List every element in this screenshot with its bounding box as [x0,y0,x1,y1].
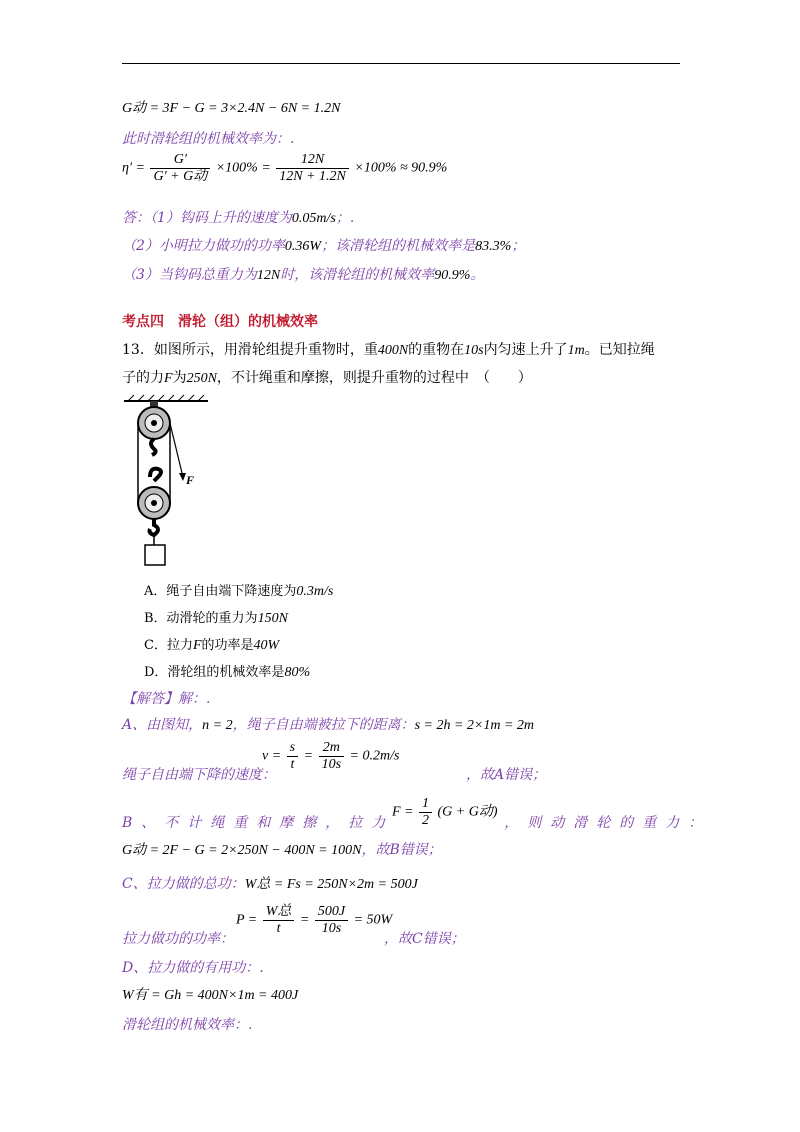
option-a [144,583,333,601]
sol-a-prefix: A、由图知， [122,717,203,733]
answer-2 [122,237,525,256]
ans2-value-2: 83.3% [475,239,512,254]
movable-pulley [138,469,170,535]
weight-block [145,535,165,565]
sol-a-v-f2d: 10s [321,757,342,772]
question-line-1 [122,341,655,360]
option-b-value: 150N [257,611,288,626]
solution-d-line-3: 滑轮组的机械效率：. [122,1017,253,1033]
eq-g-moving: G动 = 3F − G = 3×2.4N − 6N = 1.2N [122,101,341,116]
solution-a-line-1 [122,716,534,735]
q2-text-a: 子的力 [122,370,164,386]
solution-c-line-2 [122,930,465,948]
fixed-pulley [138,401,170,455]
eta-rhs: ×100% ≈ 90.9% [354,160,448,176]
section-title: 考点四 滑轮（组）的机械效率 [122,314,318,330]
sol-c-p-f2d: 10s [321,921,342,936]
ans3-value-1: 12N [256,268,281,283]
sol-b-fd: 2 [422,813,429,828]
ans2-value-1: 0.36W [284,239,322,254]
solution-a-line-2 [122,766,546,784]
ans3-prefix: （3）当钩码总重力为 [122,267,257,283]
ans1-value: 0.05m/s [291,211,336,226]
sol-c-p-f1n: W总 [263,904,295,921]
sol-c2-suffix: ，故C错误； [384,931,465,947]
solution-c-line-1 [122,875,418,894]
option-c-key: C．拉力 [144,638,193,653]
eta-frac1-den: G′ + G动 [153,169,208,184]
q-time: 10s [464,343,484,358]
sol-c-p-rhs: = 50W [353,912,393,928]
sol-a2-prefix: 绳子自由端下降的速度： [122,767,276,783]
sol-b-eq: G动 = 2F − G = 2×250N − 400N = 100N [122,843,362,858]
option-d-key: D．滑轮组的机械效率是 [144,665,285,680]
sol-a-v-f1d: t [290,757,295,772]
eta-frac1 [150,152,210,185]
answer-3 [122,266,484,285]
q-height: 1m [567,343,585,358]
q2-text-b: 为 [172,370,187,386]
sol-a-v-f1n: s [287,740,298,757]
sol-a-v-f2n: 2m [319,740,344,757]
ans1-prefix: 答：（1）钩码上升的速度为 [122,210,292,226]
eta-frac1-num: G′ [150,152,210,169]
option-d-value: 80% [284,665,311,680]
sol-b-eq-suffix: ，故B错误； [361,842,442,858]
option-a-value: 0.3m/s [296,584,334,599]
sol-b-prefix: B、不计绳重和摩擦，拉力 [122,815,395,831]
sol-b-f-rhs: (G + G动) [437,804,498,820]
sol-a-v-lhs: v = [262,748,282,764]
q-text-b: 的重物在 [408,342,465,358]
ans2-prefix: （2）小明拉力做功的功率 [122,238,285,254]
option-c [144,637,279,655]
option-b [144,610,288,628]
answer-1 [122,209,354,228]
ans2-mid: ；该滑轮组的机械效率是 [321,238,476,254]
eff-intro: 此时滑轮组的机械效率为：. [122,131,295,147]
ans3-mid: 时，该滑轮组的机械效率 [280,267,435,283]
eta-equation [122,152,447,185]
q-text-c: 内匀速上升了 [483,342,568,358]
eta-lhs: η′ = [122,160,145,176]
eta-mid: ×100% = [215,160,271,176]
sol-c-p-lhs: P = [236,912,258,928]
eta-frac2-num: 12N [276,152,349,169]
sol-b-fn: 1 [419,796,432,813]
sol-c2-prefix: 拉力做功的功率： [122,931,234,947]
option-c-key2: 的功率是 [201,638,254,653]
solution-header: 【解答】解：. [122,691,211,707]
eta-frac2-den: 12N + 1.2N [279,169,346,184]
ans1-suffix: ；. [335,210,355,226]
sol-a-v-rhs: = 0.2m/s [349,748,400,764]
option-c-symbol: F [192,638,202,653]
option-d [144,664,310,682]
q2-text-c: ，不计绳重和摩擦，则提升重物的过程中 （ ） [216,370,532,386]
header-rule [122,63,680,64]
pulley-figure [122,393,212,573]
sol-c-w: W总 = Fs = 250N×2m = 500J [244,877,418,892]
question-line-2 [122,369,532,388]
sol-c-p-f2n: 500J [315,904,348,921]
solution-d-work: W有 = Gh = 400N×1m = 400J [122,988,299,1003]
ans2-suffix: ； [511,238,526,254]
sol-a-v-eq: = [303,748,314,764]
option-b-key: B．动滑轮的重力为 [144,611,258,626]
q-weight: 400N [377,343,409,358]
sol-a-mid: ，绳子自由端被拉下的距离： [232,717,415,733]
sol-a-n: n = 2 [202,718,233,733]
q-text-d: 。已知拉绳 [584,342,655,358]
sol-a-s: s = 2h = 2×1m = 2m [414,718,535,733]
option-c-value: 40W [253,638,280,653]
sol-c-p-f1d: t [276,921,281,936]
ceiling-hatch [124,395,208,401]
option-a-key: A．绳子自由端下降速度为 [144,584,297,599]
sol-b-f-lhs: F = [392,804,414,820]
sol-c-p-eq: = [299,912,310,928]
sol-c-prefix: C、拉力做的总功： [122,876,245,892]
solution-b-line-2 [122,841,442,860]
ans3-suffix: 。 [470,267,485,283]
sol-a2-suffix: ，故A错误； [466,767,547,783]
q2-force-symbol: F [164,371,173,386]
q2-force-value: 250N [186,371,217,386]
force-label: F [186,473,195,487]
q-text-a: 13．如图所示，用滑轮组提升重物时，重 [122,342,378,358]
eta-frac2 [276,152,349,185]
ans3-value-2: 90.9% [434,268,471,283]
solution-d-line-1: D、拉力做的有用功：. [122,960,264,976]
sol-b-suffix: ，则动滑轮的重力： [504,815,712,831]
solution-b-line-1 [122,814,711,832]
